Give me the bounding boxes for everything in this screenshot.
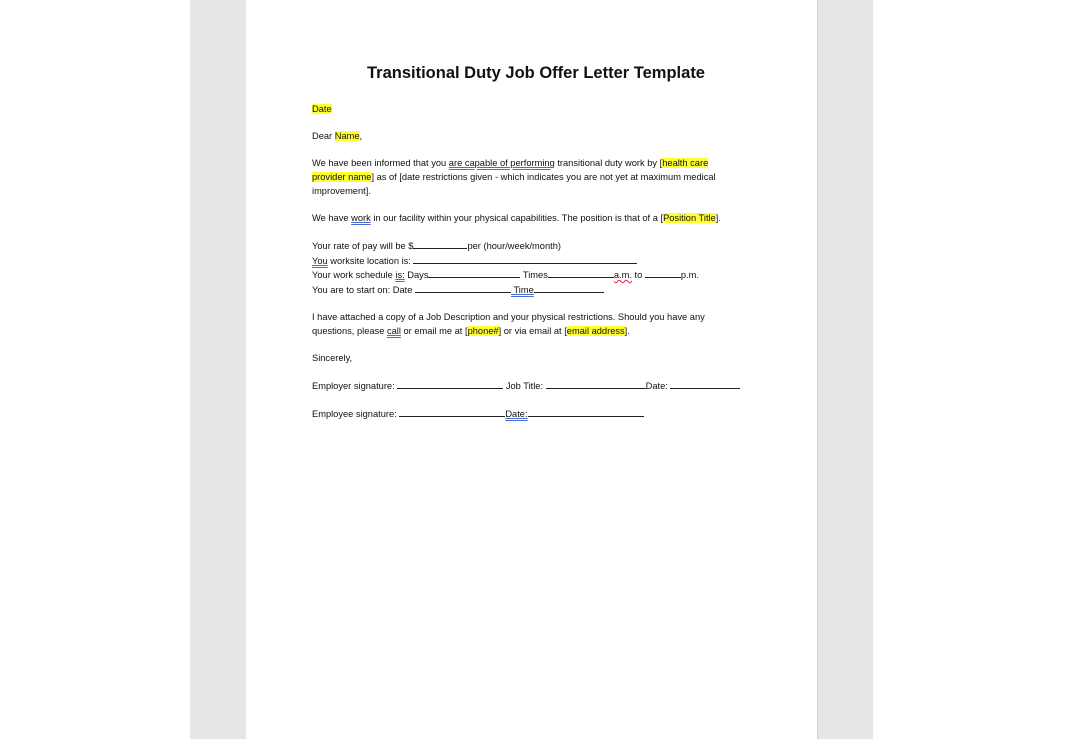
grammar-flag-is: is:	[395, 270, 405, 281]
start-date-label: You are to start on: Date	[312, 284, 413, 295]
paragraph-informed	[312, 157, 752, 198]
para3-text: or email me at [	[400, 325, 468, 336]
days-blank	[428, 268, 520, 278]
left-margin-panel	[190, 0, 247, 739]
schedule-pm-label: p.m.	[680, 270, 699, 281]
salutation-prefix: Dear	[312, 131, 335, 142]
para1-line1	[312, 157, 752, 171]
pay-blank	[413, 239, 467, 249]
document-title: Transitional Duty Job Offer Letter Template	[366, 64, 705, 82]
para1-text: ] as of [date restrictions given - which indicates you are not yet at maximum medical	[371, 171, 716, 182]
para1-line2	[312, 171, 752, 185]
grammar-flag-call: call	[386, 325, 401, 336]
salutation	[312, 130, 752, 144]
schedule-label: Your work schedule	[312, 270, 396, 281]
para2-text: We have	[312, 212, 352, 223]
spelling-flag-am: a.m.	[613, 270, 632, 281]
worksite-label: worksite location is:	[327, 255, 411, 266]
employer-signature-line	[312, 379, 752, 394]
schedule-days-label: Days	[404, 270, 429, 281]
pay-line	[312, 239, 752, 254]
schedule-line	[312, 268, 752, 283]
start-date-blank	[415, 283, 511, 293]
end-time-blank	[645, 268, 681, 278]
para1-text: transitional duty work by [	[554, 158, 663, 169]
employee-date-label: Date:	[505, 409, 528, 420]
para3-text: ].	[624, 325, 630, 336]
para2-text: in our facility within your physical capabilities. The position is that of a [	[370, 212, 664, 223]
schedule-to-label: to	[631, 270, 645, 281]
employment-details	[312, 239, 752, 297]
job-title-label: Job Title:	[503, 380, 546, 391]
para3-text: ] or via email at [	[498, 325, 567, 336]
employee-date-blank	[528, 407, 644, 417]
salutation-name: Name	[334, 131, 360, 142]
pay-label: Your rate of pay will be $	[312, 240, 414, 251]
position-title-placeholder: Position Title	[663, 212, 716, 223]
employer-signature-blank	[397, 379, 503, 389]
worksite-line	[312, 254, 752, 269]
employee-signature-label: Employee signature:	[312, 409, 400, 420]
worksite-blank	[413, 254, 637, 264]
paragraph-position	[312, 212, 752, 226]
date-line	[312, 103, 752, 117]
date-placeholder: Date	[312, 104, 332, 114]
employer-signature-label: Employer signature:	[312, 380, 398, 391]
right-margin-panel	[817, 0, 873, 739]
employee-signature-line	[312, 407, 752, 422]
closing: Sincerely,	[312, 352, 353, 363]
document-body	[312, 62, 752, 435]
employer-date-blank	[670, 379, 740, 389]
email-placeholder: email address	[566, 325, 625, 336]
grammar-flag-work: work	[351, 212, 371, 223]
para1-text: We have been informed that you	[312, 158, 449, 169]
times-blank	[548, 268, 614, 278]
grammar-flag-you: You	[312, 255, 328, 266]
employee-signature-blank	[399, 407, 505, 417]
pay-unit: per (hour/week/month)	[467, 240, 561, 251]
schedule-times-label: Times	[520, 270, 548, 281]
salutation-suffix: ,	[359, 131, 363, 142]
start-time-blank	[534, 283, 604, 293]
job-title-blank	[546, 379, 646, 389]
para3-line2	[312, 325, 752, 339]
start-time-label: Time	[511, 284, 534, 295]
grammar-flag-capable: are capable of performing	[448, 158, 555, 169]
employer-date-label: Date:	[645, 380, 671, 391]
para2-text: ].	[715, 212, 721, 223]
health-care-placeholder: health care	[662, 158, 709, 169]
provider-name-placeholder: provider name	[312, 171, 372, 182]
paragraph-attachments	[312, 311, 752, 338]
para3-text: questions, please	[312, 325, 387, 336]
phone-placeholder: phone#	[467, 325, 499, 336]
document-page	[246, 0, 817, 739]
para3-line1: I have attached a copy of a Job Description and your physical restrictions. Should you have any	[312, 311, 705, 322]
para1-line3: improvement].	[312, 185, 371, 196]
start-line	[312, 283, 752, 298]
